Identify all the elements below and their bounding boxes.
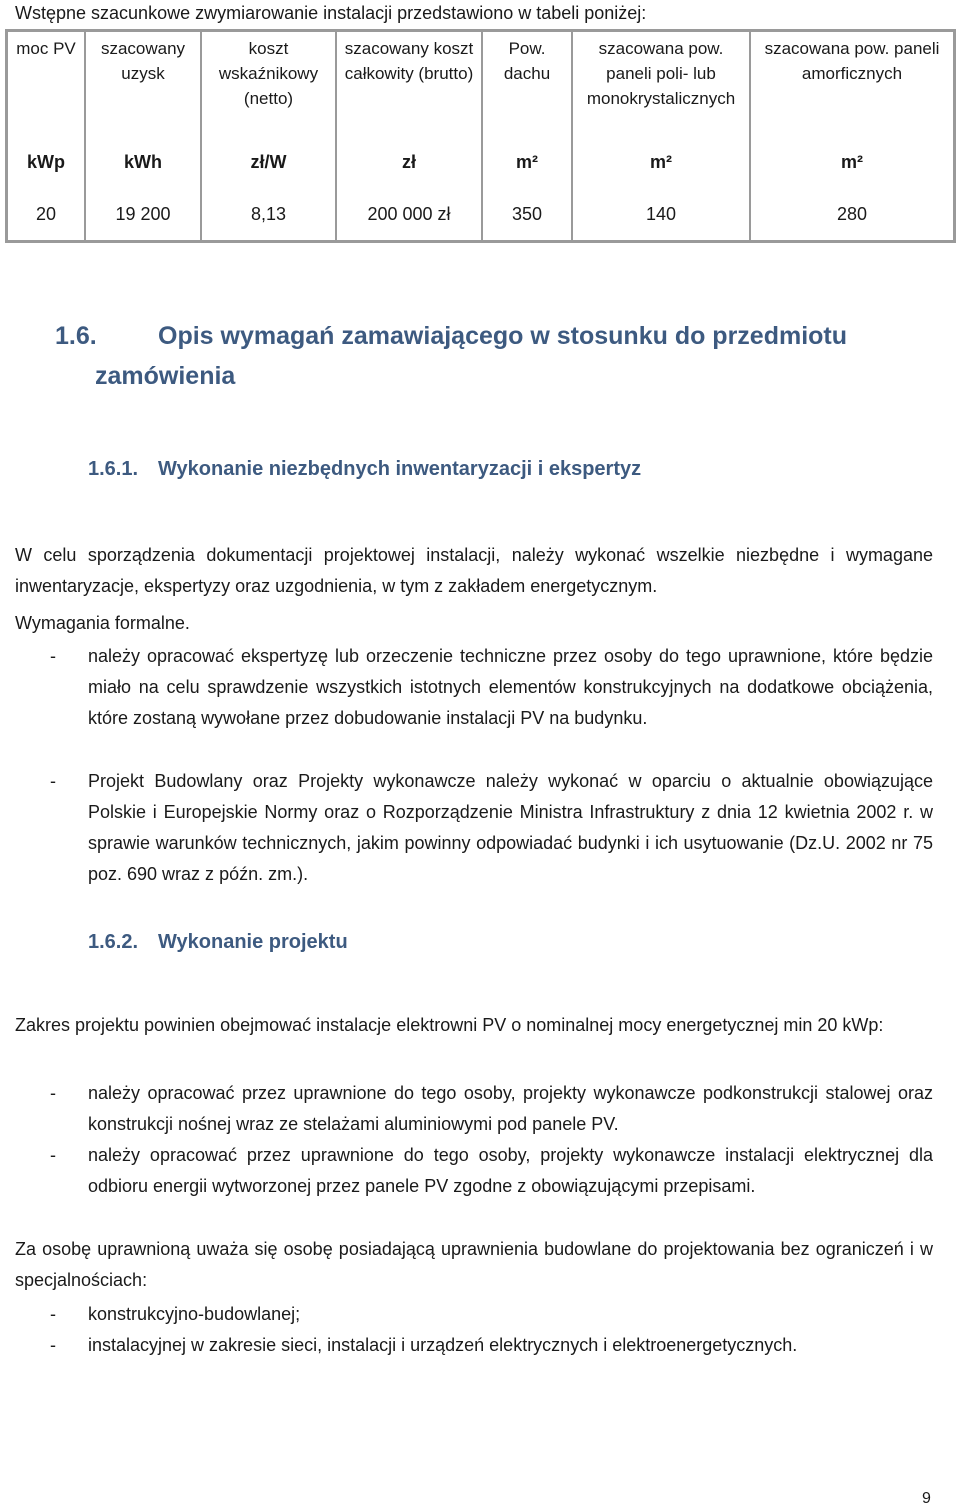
section-title-line2: zamówienia [95, 362, 236, 390]
table-header-cell: koszt wskaźnikowy (netto) [201, 31, 336, 137]
subsection-heading-2 [88, 929, 348, 955]
table-value-cell: 140 [572, 188, 750, 242]
list-item-text: instalacyjnej w zakresie sieci, instalacji i urządzeń elektrycznych i elektroenergetycznych. [88, 1335, 798, 1355]
table-value-cell: 280 [750, 188, 955, 242]
sizing-table [5, 29, 956, 243]
table-unit-cell: kWh [85, 136, 201, 188]
section-title-line1: Opis wymagań zamawiającego w stosunku do przedmiotu [158, 322, 848, 350]
list-item [50, 1140, 933, 1202]
table-unit-cell: m² [482, 136, 572, 188]
table-value-cell: 350 [482, 188, 572, 242]
paragraph: W celu sporządzenia dokumentacji projektowej instalacji, należy wykonać wszelkie niezbędne i wymagane inwentaryzacje, ekspertyzy oraz uzgodnienia, w tym z zakładem energetycznym. [15, 545, 933, 596]
list-item-text: Projekt Budowlany oraz Projekty wykonawcze należy wykonać w oparciu o aktualnie obowiązujące Polskie i Europejskie Normy oraz o Rozporządzenie Ministra Infrastruktury z dnia 12 kwietnia 2002 r. w sprawie warunków technicznych, jakim powinny odpowiadać budynki i ich usytuowanie (Dz.U. 2002 nr 75 poz. 690 wraz z późn. zm.). [88, 771, 933, 884]
bullet-dash: - [50, 1083, 56, 1103]
subsection-title: Wykonanie projektu [158, 931, 348, 953]
bullet-dash: - [50, 771, 56, 791]
intro-text: Wstępne szacunkowe zwymiarowanie instalacji przedstawiono w tabeli poniżej: [15, 3, 647, 23]
section-heading [55, 316, 915, 396]
list-item [50, 1078, 933, 1140]
table-header-cell: szacowana pow. paneli amorficznych [750, 31, 955, 137]
list-item-text: należy opracować przez uprawnione do tego osoby, projekty wykonawcze instalacji elektrycznej dla odbioru energii wytworzonej przez panele PV zgodne z obowiązującymi przepisami. [88, 1145, 933, 1196]
table-value-cell: 200 000 zł [336, 188, 482, 242]
table-unit-cell: m² [572, 136, 750, 188]
list-item [50, 766, 933, 890]
list-item [50, 1299, 933, 1330]
subsection-heading-1 [88, 456, 641, 482]
table-units-row [7, 136, 955, 188]
table-header-cell: Pow. dachu [482, 31, 572, 137]
table-unit-cell: zł [336, 136, 482, 188]
list-item-text: konstrukcyjno-budowlanej; [88, 1304, 301, 1324]
table-header-cell: szacowany koszt całkowity (brutto) [336, 31, 482, 137]
list-item-text: należy opracować przez uprawnione do tego osoby, projekty wykonawcze podkonstrukcji stalowej oraz konstrukcji nośnej wraz ze stelażami aluminiowymi pod panele PV. [88, 1083, 933, 1134]
table-value-cell: 20 [7, 188, 86, 242]
table-unit-cell: zł/W [201, 136, 336, 188]
subsection-number: 1.6.1. [88, 458, 139, 480]
subsection-title: Wykonanie niezbędnych inwentaryzacji i ekspertyz [158, 458, 642, 480]
subsection-number: 1.6.2. [88, 931, 139, 953]
formal-requirements-label: Wymagania formalne. [15, 613, 190, 633]
table-header-cell: moc PV [7, 31, 86, 137]
table-value-cell: 8,13 [201, 188, 336, 242]
table-unit-cell: m² [750, 136, 955, 188]
list-item-text: należy opracować ekspertyzę lub orzeczenie techniczne przez osoby do tego uprawnione, które będzie miało na celu sprawdzenie wszystkich istotnych elementów konstrukcyjnych na dodatkowe obciążenia, które zostaną wywołane przez dobudowanie instalacji PV na budynku. [88, 646, 933, 728]
table-header-cell: szacowana pow. paneli poli- lub monokrystalicznych [572, 31, 750, 137]
table-values-row [7, 188, 955, 242]
list-item [50, 1330, 933, 1361]
table-header-cell: szacowany uzysk [85, 31, 201, 137]
list-item [50, 641, 933, 734]
bullet-dash: - [50, 646, 56, 666]
paragraph: Za osobę uprawnioną uważa się osobę posiadającą uprawnienia budowlane do projektowania bez ograniczeń i w specjalnościach: [15, 1239, 933, 1290]
bullet-dash: - [50, 1304, 56, 1324]
bullet-dash: - [50, 1145, 56, 1165]
table-unit-cell: kWp [7, 136, 86, 188]
section-number: 1.6. [55, 322, 97, 350]
bullet-dash: - [50, 1335, 56, 1355]
table-header-row [7, 31, 955, 137]
paragraph: Zakres projektu powinien obejmować instalacje elektrowni PV o nominalnej mocy energetycznej min 20 kWp: [15, 1015, 884, 1035]
page-number: 9 [922, 1490, 931, 1507]
table-value-cell: 19 200 [85, 188, 201, 242]
